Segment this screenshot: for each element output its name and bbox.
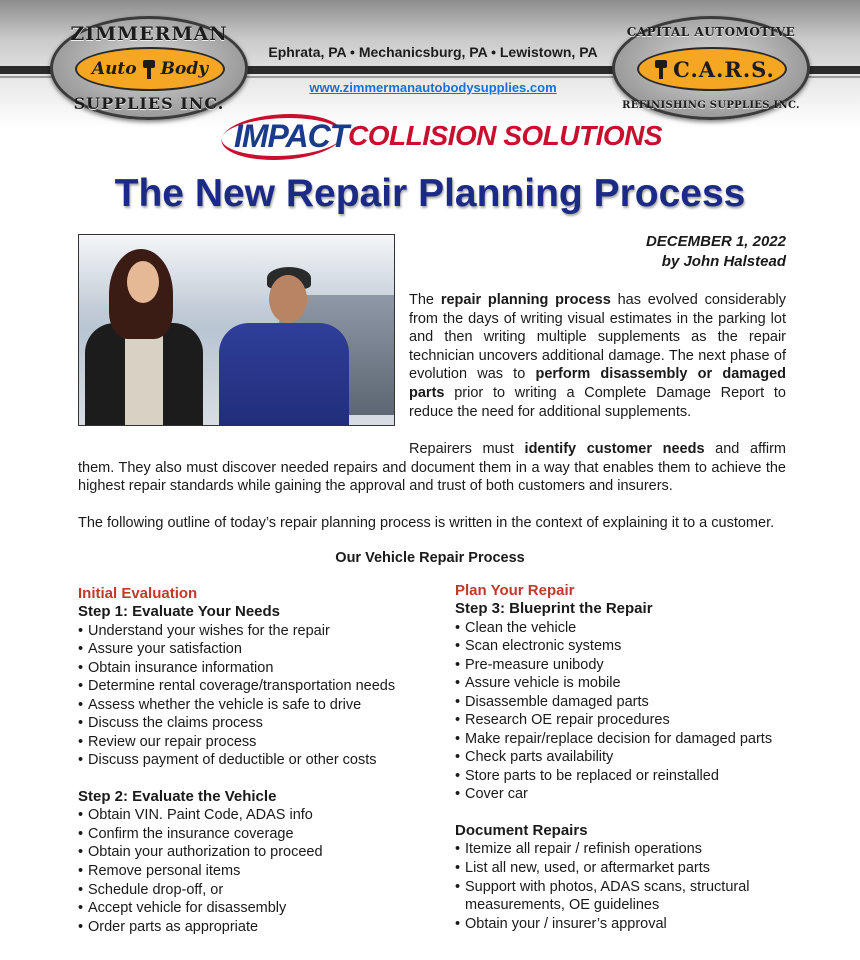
text-run: and affirm them. They also must discover needed repairs and document them in a way that enables them to achieve the highest repair standards while gaining the approval and trust of both customers and insurers. [78,441,786,495]
text-run: has evolved considerably from the days of writing visual estimates in the parking lot and then writing multiple supplements as the repair technician uncovers additional damage. The next phase of evolution was to [409,292,786,383]
list-item: • Discuss the claims process [78,714,438,733]
step3-list [455,619,795,804]
section-title-plan-your-repair: Plan Your Repair [455,582,575,599]
list-item: • Itemize all repair / refinish operations [455,840,795,859]
list-item: • Determine rental coverage/transportation needs [78,677,438,696]
article-photo [78,234,395,426]
customer-needs-paragraph [78,440,786,496]
document-repairs-title: Document Repairs [455,821,588,839]
list-item: • Support with photos, ADAS scans, structural measurements, OE guidelines [455,878,795,915]
website-link[interactable]: www.zimmermanautobodysupplies.com [309,80,557,95]
list-item: • Obtain insurance information [78,659,438,678]
list-item: • Cover car [455,785,795,804]
list-item: • Confirm the insurance coverage [78,825,438,844]
photo-woman-face [127,261,159,303]
process-heading: Our Vehicle Repair Process [335,550,525,566]
list-item: • Obtain your authorization to proceed [78,843,438,862]
bold-run: identify customer needs [524,441,705,457]
logo-ring-top: ZIMMERMAN [70,23,228,45]
step1-list [78,622,438,770]
list-item: • Accept vehicle for disassembly [78,899,438,918]
left-column [78,584,438,936]
list-item: • Schedule drop-off, or [78,881,438,900]
document-list [455,840,795,933]
logo-center-right: Body [160,59,209,79]
bold-run: perform disassembly or damaged parts [409,366,786,401]
dateline [560,232,786,272]
impact-collision-logo [222,110,663,164]
list-item: • List all new, used, or aftermarket parts [455,859,795,878]
list-item: • Research OE repair procedures [455,711,795,730]
list-item: • Obtain VIN. Paint Code, ADAS info [78,806,438,825]
list-item: • Obtain your / insurer’s approval [455,915,795,934]
text-run: prior to writing a Complete Damage Report to reduce the need for additional supplements. [409,384,786,420]
step2-list [78,806,438,936]
list-item: • Discuss payment of deductible or other costs [78,751,438,770]
right-column [455,581,795,933]
spacer [455,804,795,822]
list-item: • Understand your wishes for the repair [78,622,438,641]
list-item: • Clean the vehicle [455,619,795,638]
article-byline: by John Halstead [661,253,786,270]
zimmerman-logo[interactable] [50,16,248,120]
step2-title: Step 2: Evaluate the Vehicle [78,787,277,805]
intro-paragraph [409,291,786,421]
logo-center [75,47,225,91]
spray-gun-icon [141,58,157,80]
logo-ring-bottom: REFINISHING SUPPLIES INC. [622,100,800,111]
photo-woman-blouse [125,327,163,426]
logo-center-left: Auto [91,59,137,79]
list-item: • Check parts availability [455,748,795,767]
list-item: • Review our repair process [78,733,438,752]
list-item: • Store parts to be replaced or reinstalled [455,767,795,786]
step3-title: Step 3: Blueprint the Repair [455,600,653,617]
logo-center-text: C.A.R.S. [673,56,775,82]
section-title-initial-evaluation: Initial Evaluation [78,585,198,602]
collision-solutions-word: COLLISION SOLUTIONS [348,120,663,151]
spray-gun-icon [653,58,669,80]
list-item: • Make repair/replace decision for damaged parts [455,730,795,749]
outline-paragraph: The following outline of today’s repair planning process is written in the context of explaining it to a customer. [78,515,775,531]
text-run: Repairers must [409,441,525,457]
article-title: The New Repair Planning Process [114,172,746,215]
list-item: • Disassemble damaged parts [455,693,795,712]
list-item: • Assess whether the vehicle is safe to drive [78,696,438,715]
store-locations: Ephrata, PA • Mechanicsburg, PA • Lewistown, PA [268,44,598,60]
spacer [78,770,438,788]
logo-ring-bottom: SUPPLIES INC. [73,94,225,113]
list-item: • Assure your satisfaction [78,640,438,659]
article-date: DECEMBER 1, 2022 [645,233,786,250]
photo-technician [219,323,349,426]
list-item: • Assure vehicle is mobile [455,674,795,693]
text-run: The [409,292,441,308]
list-item: • Scan electronic systems [455,637,795,656]
bold-run: repair planning process [440,292,611,308]
logo-center [637,47,787,91]
logo-ring-top: CAPITAL AUTOMOTIVE [626,25,796,39]
step1-title: Step 1: Evaluate Your Needs [78,603,281,620]
list-item: • Order parts as appropriate [78,918,438,937]
list-item: • Pre-measure unibody [455,656,795,675]
impact-word: IMPACT [234,118,349,154]
list-item: • Remove personal items [78,862,438,881]
cars-logo[interactable] [612,16,810,120]
photo-technician-face [269,275,307,323]
